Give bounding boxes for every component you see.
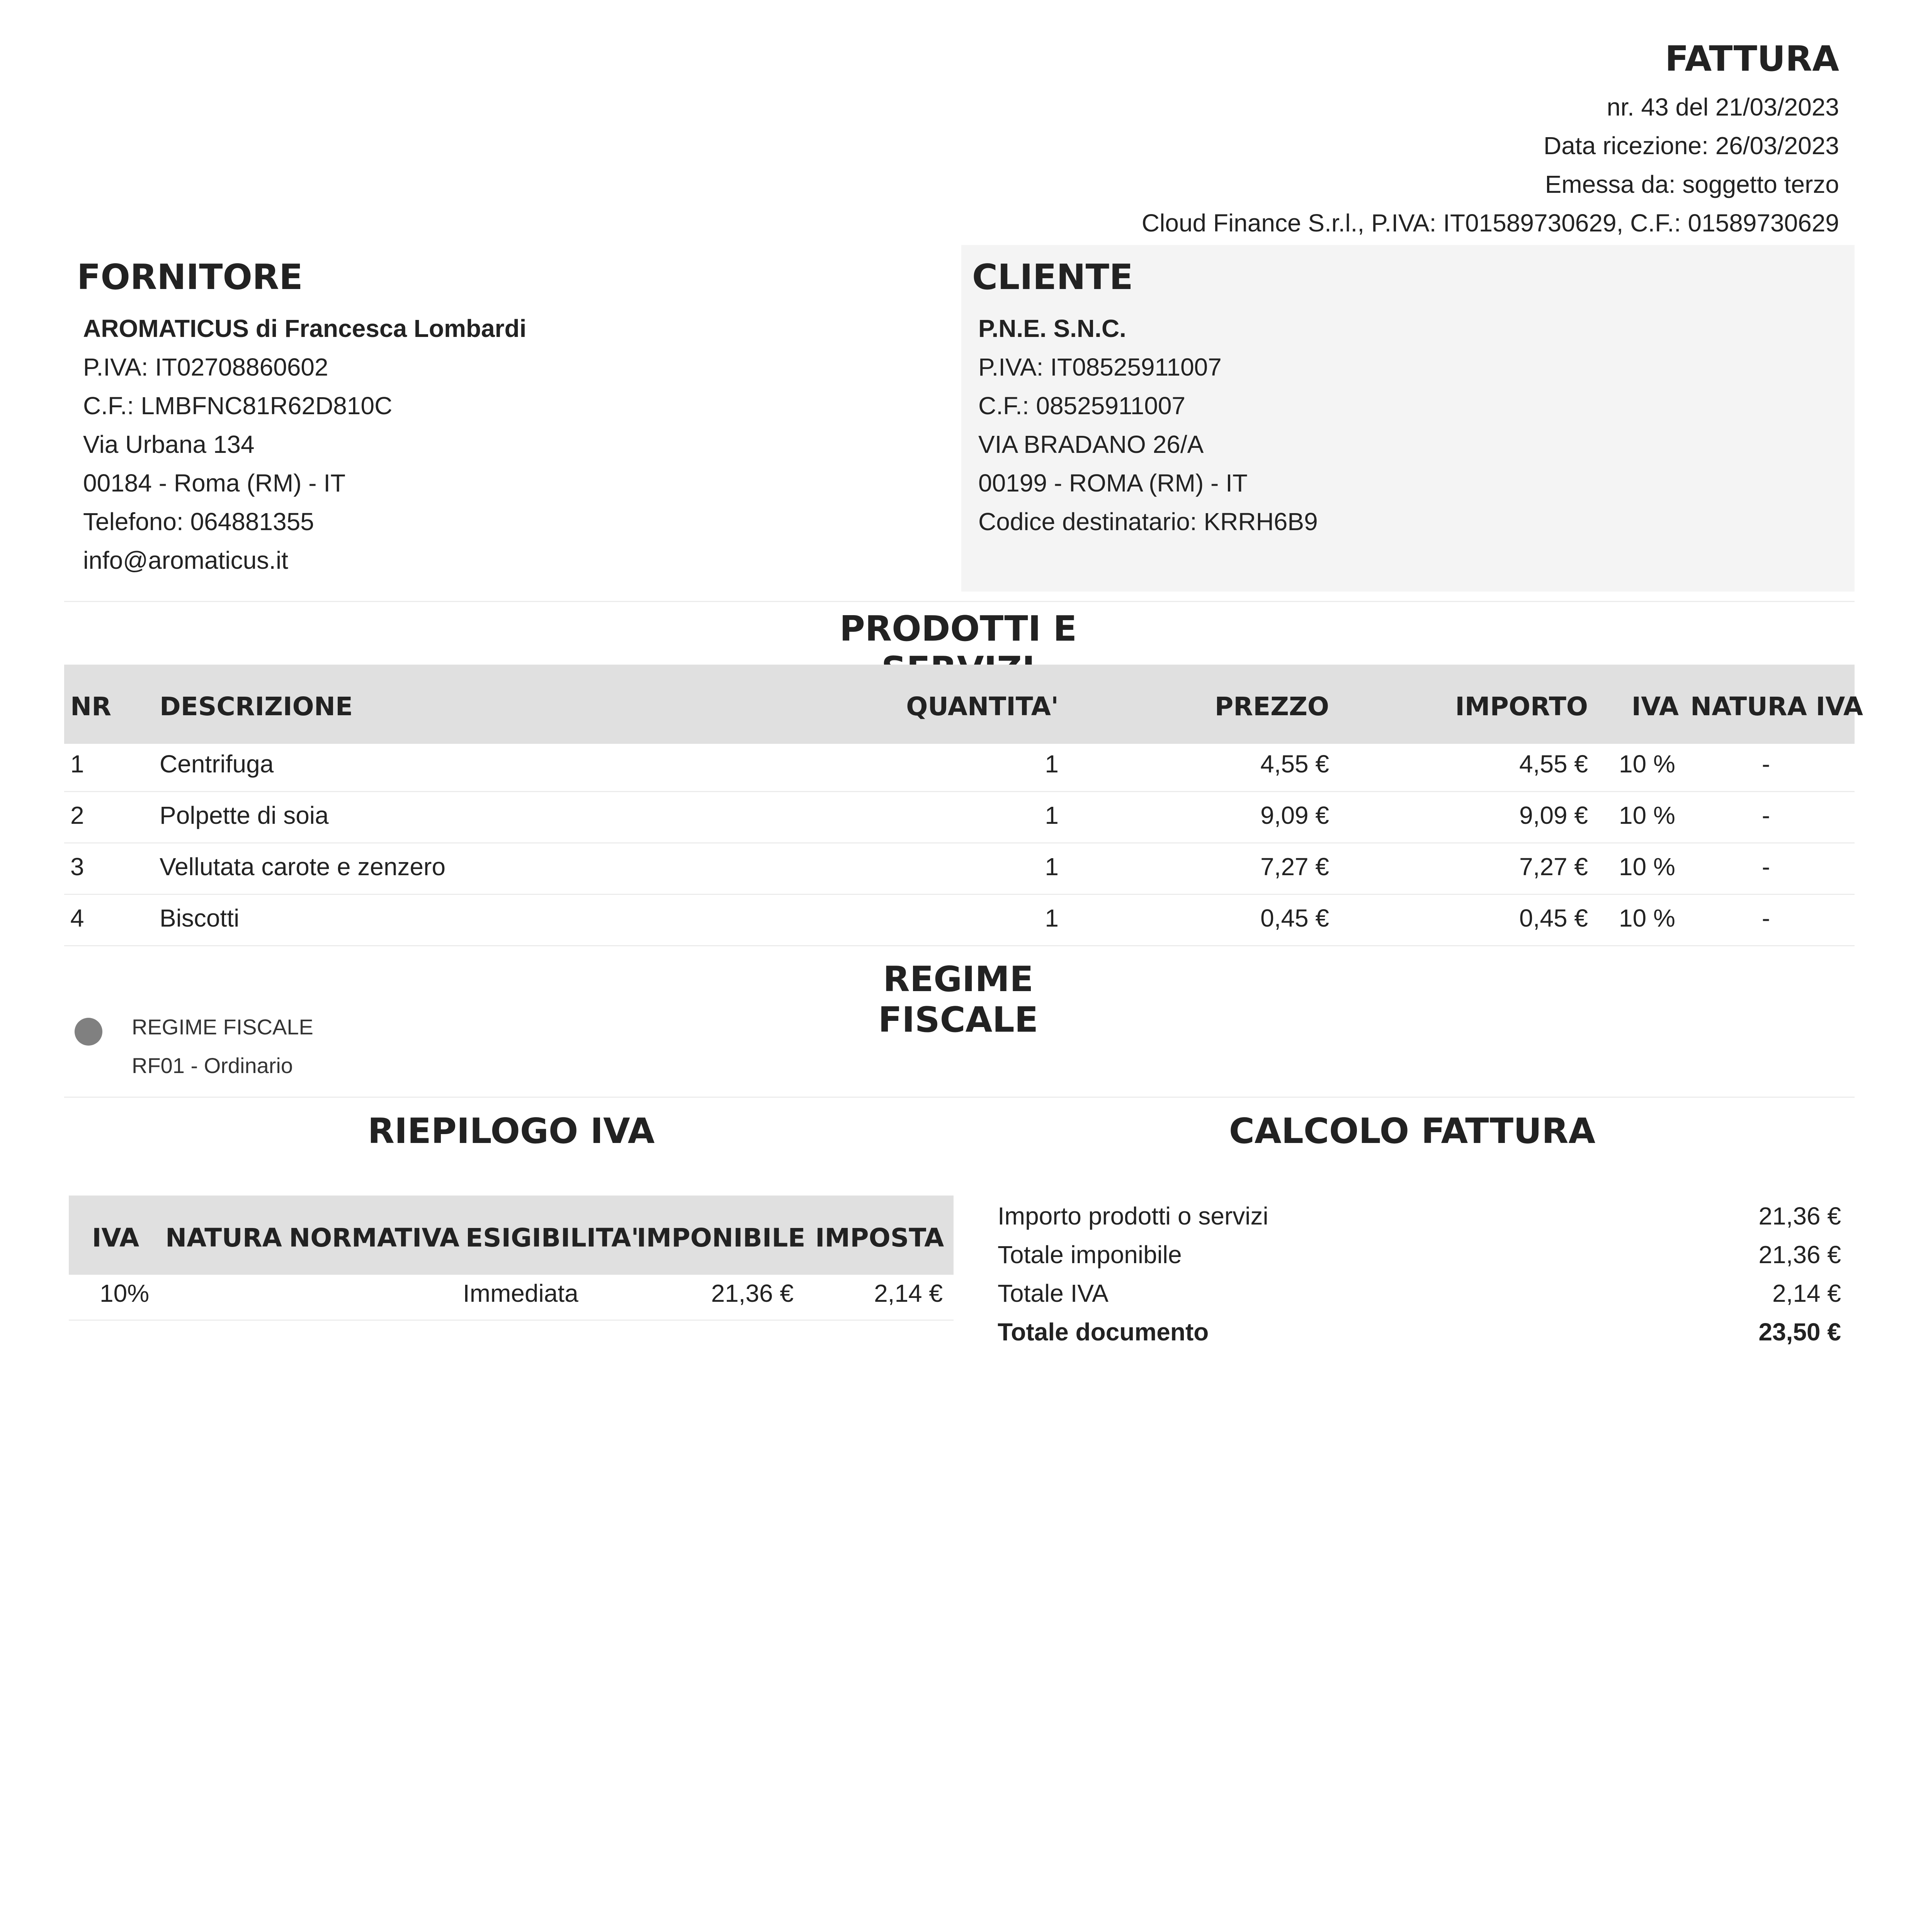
issuer-details: Cloud Finance S.r.l., P.IVA: IT01589730629, C.F.: 01589730629 [1141, 209, 1839, 237]
fornitore-address: Via Urbana 134 [83, 430, 255, 458]
table-row-price: 7,27 € [1260, 853, 1329, 881]
table-row-iva: 10 % [1619, 750, 1675, 778]
fornitore-city: 00184 - Roma (RM) - IT [83, 469, 346, 497]
riep-col-imposta: IMPOSTA [815, 1223, 944, 1253]
calc-label: Totale IVA [998, 1279, 1108, 1307]
table-row-desc: Polpette di soia [160, 801, 329, 829]
cliente-name: P.N.E. S.N.C. [978, 315, 1126, 342]
cliente-cf: C.F.: 08525911007 [978, 392, 1186, 420]
table-row-qty: 1 [1045, 904, 1059, 932]
riep-col-natura: NATURA [165, 1223, 282, 1253]
regime-label: REGIME FISCALE [132, 1015, 313, 1039]
table-row-price: 9,09 € [1260, 801, 1329, 829]
riep-row-iva: 10% [100, 1279, 150, 1307]
table-row-qty: 1 [1045, 853, 1059, 881]
table-row-desc: Vellutata carote e zenzero [160, 853, 446, 881]
riepilogo-title: RIEPILOGO IVA [367, 1111, 655, 1151]
bullet-icon [75, 1018, 102, 1046]
fornitore-piva: P.IVA: IT02708860602 [83, 353, 328, 381]
table-row-iva: 10 % [1619, 801, 1675, 829]
col-nr: NR [70, 692, 112, 721]
table-row-natura: - [1762, 750, 1770, 778]
calc-value: 21,36 € [1758, 1241, 1841, 1269]
riep-col-iva: IVA [92, 1223, 139, 1253]
table-row-qty: 1 [1045, 750, 1059, 778]
calc-value: 21,36 € [1758, 1202, 1841, 1230]
table-row-desc: Biscotti [160, 904, 240, 932]
divider [64, 1097, 1855, 1098]
fornitore-cf: C.F.: LMBFNC81R62D810C [83, 392, 393, 420]
calc-total-label: Totale documento [998, 1318, 1209, 1346]
fornitore-phone: Telefono: 064881355 [83, 508, 314, 536]
col-iva: IVA [1631, 692, 1679, 721]
row-divider [64, 842, 1855, 844]
table-row-iva: 10 % [1619, 853, 1675, 881]
table-row-desc: Centrifuga [160, 750, 274, 778]
col-quantita: QUANTITA' [906, 692, 1059, 721]
table-row-nr: 2 [70, 801, 84, 829]
row-divider [64, 945, 1855, 946]
col-descrizione: DESCRIZIONE [160, 692, 353, 721]
table-row-iva: 10 % [1619, 904, 1675, 932]
reception-date: Data ricezione: 26/03/2023 [1544, 132, 1839, 160]
issued-by: Emessa da: soggetto terzo [1545, 170, 1839, 198]
cliente-address: VIA BRADANO 26/A [978, 430, 1204, 458]
riep-col-esigibilita: ESIGIBILITA' [466, 1223, 639, 1253]
table-row-natura: - [1762, 801, 1770, 829]
table-row-amount: 9,09 € [1519, 801, 1588, 829]
table-row-amount: 7,27 € [1519, 853, 1588, 881]
fornitore-name: AROMATICUS di Francesca Lombardi [83, 315, 527, 342]
fornitore-title: FORNITORE [77, 257, 303, 298]
riep-row-imposta: 2,14 € [874, 1279, 943, 1307]
riep-col-imponibile: IMPONIBILE [637, 1223, 806, 1253]
regime-title: REGIME FISCALE [878, 959, 1039, 1040]
calc-total-value: 23,50 € [1758, 1318, 1841, 1346]
calcolo-title: CALCOLO FATTURA [1229, 1111, 1596, 1151]
cliente-city: 00199 - ROMA (RM) - IT [978, 469, 1248, 497]
table-row-qty: 1 [1045, 801, 1059, 829]
calc-value: 2,14 € [1772, 1279, 1841, 1307]
fornitore-email: info@aromaticus.it [83, 546, 288, 574]
cliente-piva: P.IVA: IT08525911007 [978, 353, 1222, 381]
document-title: FATTURA [1665, 39, 1839, 79]
table-row-natura: - [1762, 904, 1770, 932]
row-divider [69, 1320, 954, 1321]
row-divider [64, 791, 1855, 792]
invoice-number: nr. 43 del 21/03/2023 [1607, 93, 1839, 121]
table-row-nr: 4 [70, 904, 84, 932]
table-row-amount: 4,55 € [1519, 750, 1588, 778]
row-divider [64, 894, 1855, 895]
table-row-amount: 0,45 € [1519, 904, 1588, 932]
table-row-price: 0,45 € [1260, 904, 1329, 932]
col-natura-iva: NATURA IVA [1690, 692, 1863, 721]
cliente-code: Codice destinatario: KRRH6B9 [978, 508, 1318, 536]
riep-col-normativa: NORMATIVA [289, 1223, 460, 1253]
regime-value: RF01 - Ordinario [132, 1053, 293, 1078]
cliente-title: CLIENTE [972, 257, 1133, 298]
col-importo: IMPORTO [1455, 692, 1588, 721]
prodotti-title: PRODOTTI E [839, 609, 1077, 649]
table-row-nr: 1 [70, 750, 84, 778]
table-row-nr: 3 [70, 853, 84, 881]
col-prezzo: PREZZO [1214, 692, 1329, 721]
table-row-price: 4,55 € [1260, 750, 1329, 778]
calc-label: Importo prodotti o servizi [998, 1202, 1268, 1230]
riep-row-esigibilita: Immediata [463, 1279, 578, 1307]
divider [64, 601, 1855, 602]
riep-row-imponibile: 21,36 € [711, 1279, 794, 1307]
calc-label: Totale imponibile [998, 1241, 1182, 1269]
table-row-natura: - [1762, 853, 1770, 881]
